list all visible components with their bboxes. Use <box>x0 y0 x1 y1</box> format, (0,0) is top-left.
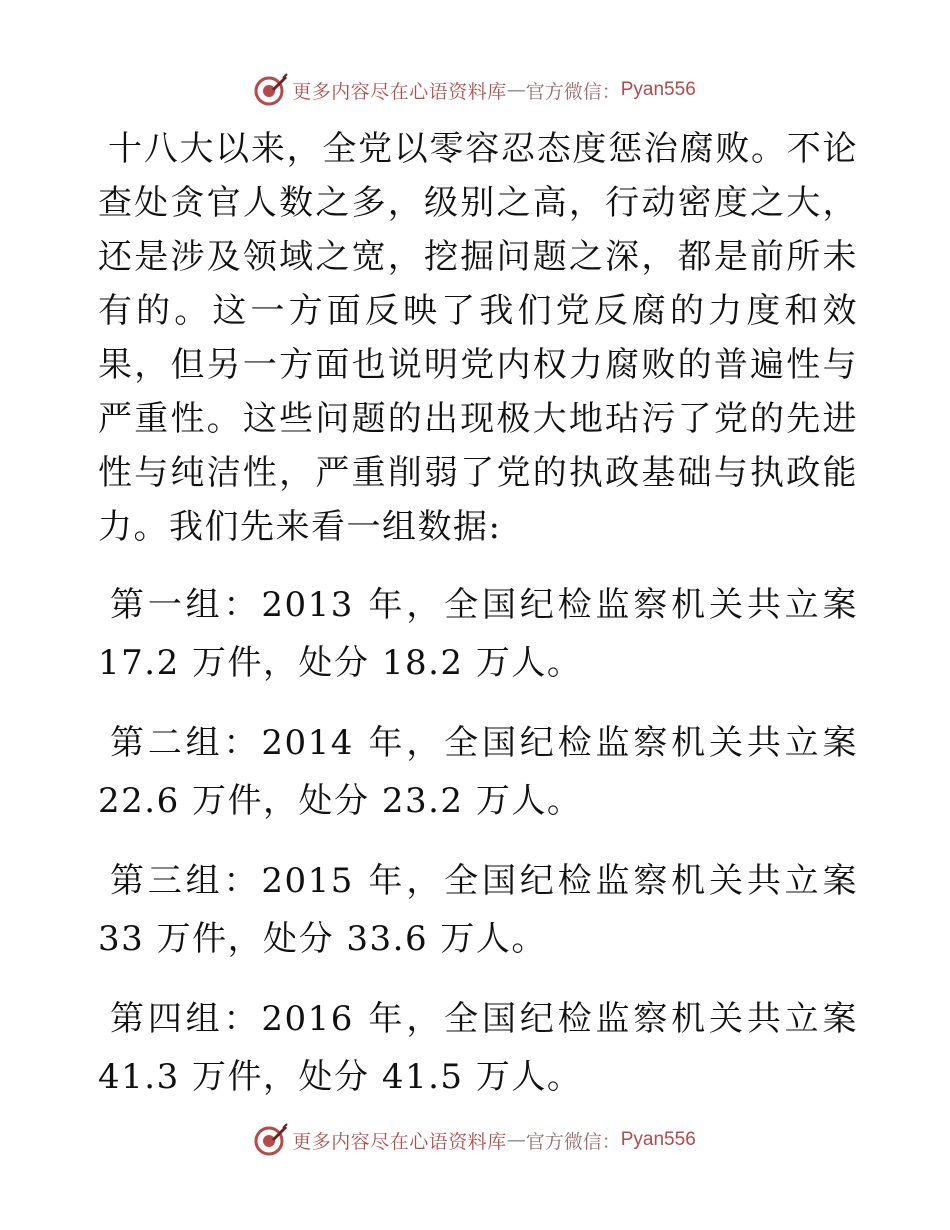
footer-banner <box>0 1120 950 1160</box>
intro-paragraph: 十八大以来，全党以零容忍态度惩治腐败。不论查处贪官人数之多，级别之高，行动密度之大，还是涉及领域之宽，挖掘问题之深，都是前所未有的。这一方面反映了我们党反腐的力度和效果，但另一方面也说明党内权力腐败的普遍性与严重性。这些问题的出现极大地玷污了党的先进性与纯洁性，严重削弱了党的执政基础与执政能力。我们先来看一组数据: <box>98 129 858 547</box>
data-group-3: 第三组：2015 年，全国纪检监察机关共立案 33 万件，处分 33.6 万人。 <box>98 861 858 959</box>
pen-logo-icon <box>254 73 288 107</box>
banner-wechat-label: 官方微信： <box>525 80 621 103</box>
pen-logo-icon <box>254 1123 288 1157</box>
banner-main-text: 更多内容尽在心语资料库 <box>292 1130 507 1153</box>
banner-separator: — <box>506 79 526 101</box>
data-group-2: 第二组：2014 年，全国纪检监察机关共立案 22.6 万件，处分 23.2 万人。 <box>98 723 858 821</box>
banner-main-text: 更多内容尽在心语资料库 <box>292 80 507 103</box>
data-group-1: 第一组：2013 年，全国纪检监察机关共立案 17.2 万件，处分 18.2 万人。 <box>98 585 858 683</box>
document-body <box>98 122 858 1106</box>
banner-wechat-id: Pyan556 <box>620 79 696 100</box>
header-banner <box>0 70 950 110</box>
banner-separator: — <box>506 1129 526 1151</box>
banner-wechat-id: Pyan556 <box>620 1129 696 1150</box>
data-group-4: 第四组：2016 年，全国纪检监察机关共立案 41.3 万件，处分 41.5 万人。 <box>98 999 858 1097</box>
banner-wechat-label: 官方微信： <box>525 1130 621 1153</box>
